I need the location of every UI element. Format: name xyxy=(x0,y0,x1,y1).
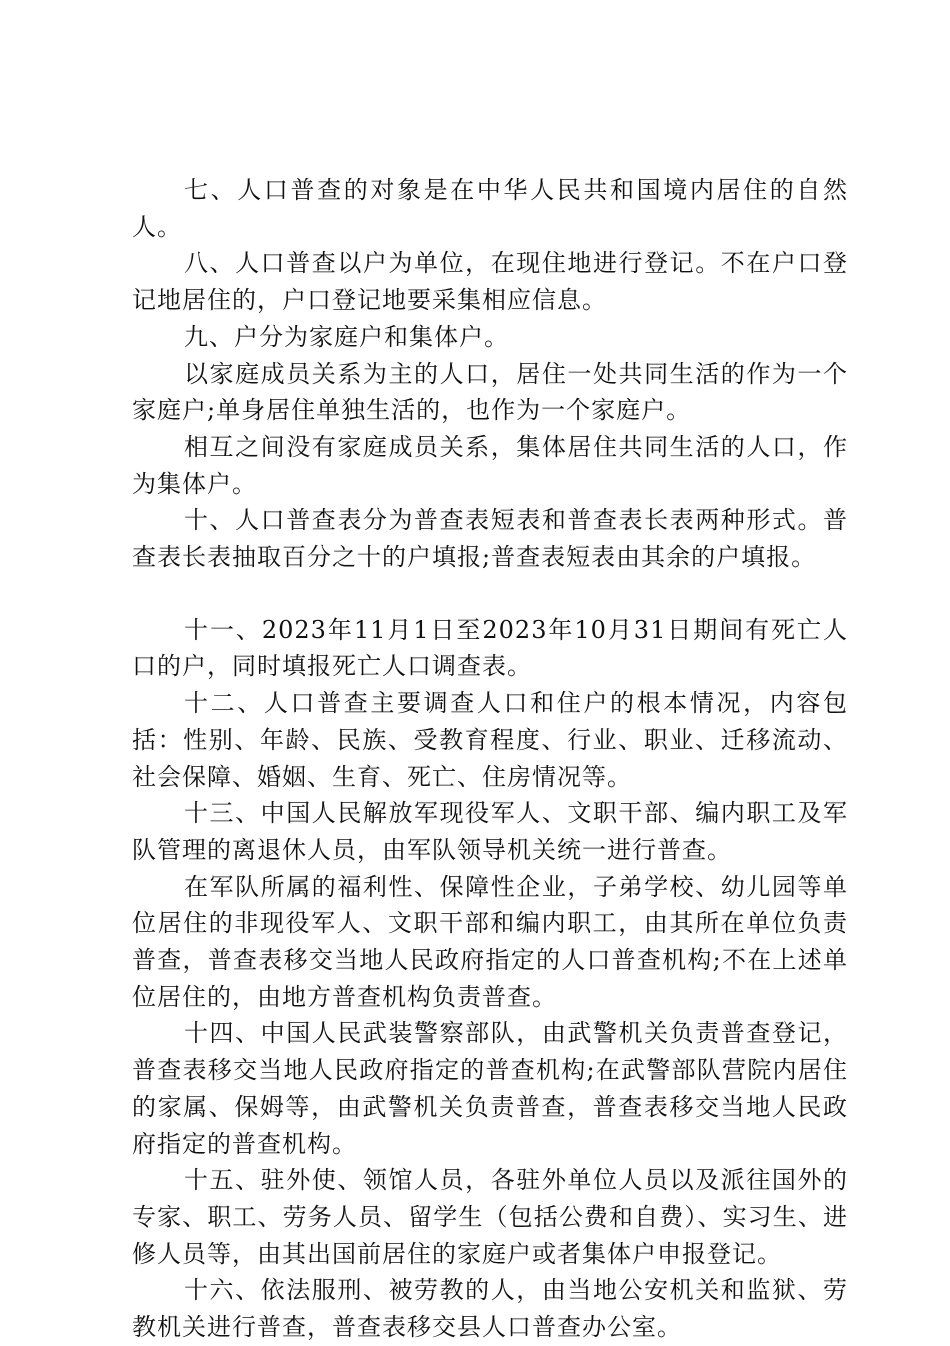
paragraph-14: 十四、中国人民武装警察部队，由武警机关负责普查登记，普查表移交当地人民政府指定的普查机构;在武警部队营院内居住的家属、保姆等，由武警机关负责普查，普查表移交当地人民政府指定的普查机构。 xyxy=(132,1019,848,1158)
paragraph-15: 十五、驻外使、领馆人员，各驻外单位人员以及派往国外的专家、职工、劳务人员、留学生（包括公费和自费）、实习生、进修人员等，由其出国前居住的家庭户或者集体户申报登记。 xyxy=(132,1166,848,1268)
paragraph-16: 十六、依法服刑、被劳教的人，由当地公安机关和监狱、劳教机关进行普查，普查表移交县人口普查办公室。 xyxy=(132,1276,848,1342)
paragraph-household-family: 以家庭成员关系为主的人口，居住一处共同生活的作为一个家庭户;单身居住单独生活的，也作为一个家庭户。 xyxy=(132,359,848,425)
paragraph-11: 十一、2023年11月1日至2023年10月31日期间有死亡人口的户，同时填报死亡人口调查表。 xyxy=(132,615,848,681)
paragraph-household-collective: 相互之间没有家庭成员关系，集体居住共同生活的人口，作为集体户。 xyxy=(132,432,848,498)
paragraph-military-units: 在军队所属的福利性、保障性企业，子弟学校、幼儿园等单位居住的非现役军人、文职干部和编内职工，由其所在单位负责普查，普查表移交当地人民政府指定的人口普查机构;不在上述单位居住的，由地方普查机构负责普查。 xyxy=(132,872,848,1011)
paragraph-7: 七、人口普查的对象是在中华人民共和国境内居住的自然人。 xyxy=(132,176,848,241)
paragraph-8: 八、人口普查以户为单位，在现住地进行登记。不在户口登记地居住的，户口登记地要采集相应信息。 xyxy=(132,249,848,315)
paragraph-10: 十、人口普查表分为普查表短表和普查表长表两种形式。普查表长表抽取百分之十的户填报;普查表短表由其余的户填报。 xyxy=(132,506,848,572)
paragraph-9: 九、户分为家庭户和集体户。 xyxy=(184,322,509,351)
document-body xyxy=(132,172,848,1346)
paragraph-spacer xyxy=(132,576,848,612)
paragraph-13: 十三、中国人民解放军现役军人、文职干部、编内职工及军队管理的离退休人员，由军队领导机关统一进行普查。 xyxy=(132,799,848,864)
paragraph-12: 十二、人口普查主要调查人口和住户的根本情况，内容包括：性别、年龄、民族、受教育程度、行业、职业、迁移流动、社会保障、婚姻、生育、死亡、住房情况等。 xyxy=(132,689,848,791)
